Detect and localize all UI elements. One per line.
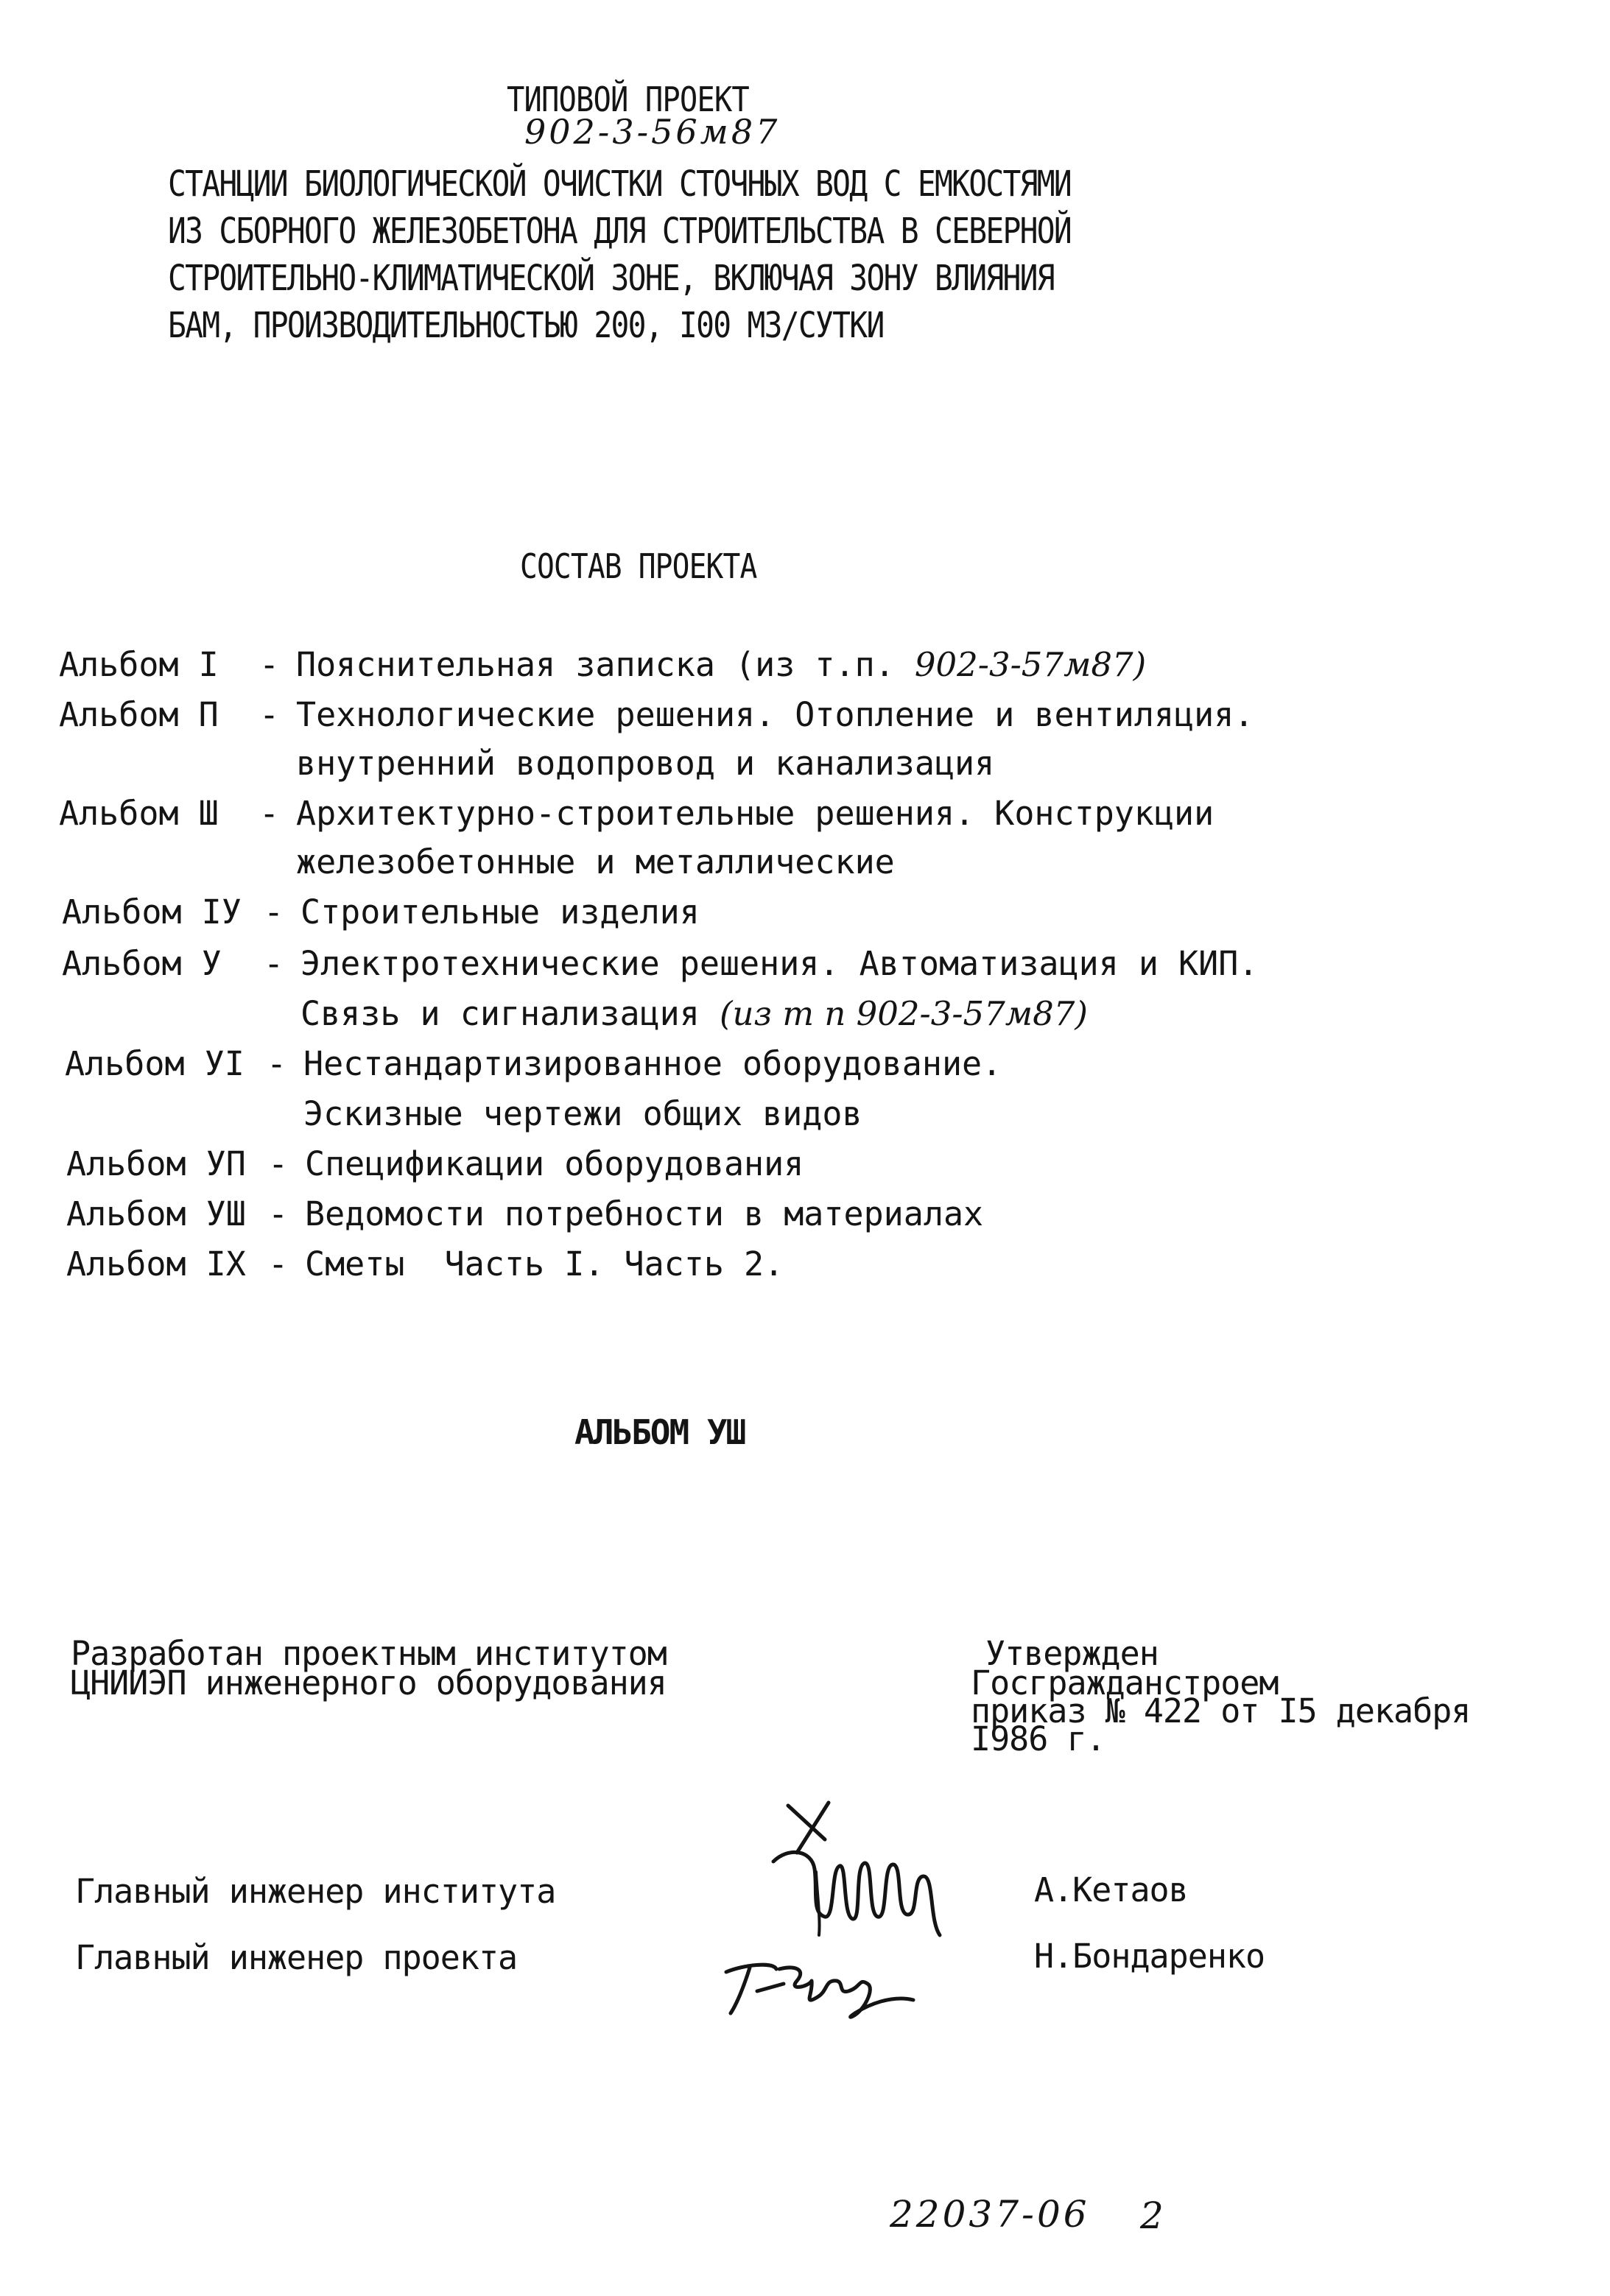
- signer-name: Н.Бондаренко: [1034, 1937, 1265, 1976]
- approval-line: I986 г.: [971, 1719, 1105, 1758]
- album-dash: -: [259, 695, 280, 734]
- developed-by-line: ЦНИИЭП инженерного оборудования: [71, 1663, 667, 1702]
- signer-role: Главный инженер института: [75, 1872, 556, 1911]
- project-number: 902-3-56м87: [524, 112, 781, 152]
- album-description: Пояснительная записка (из т.п. 902-3-57м87): [296, 645, 1147, 684]
- album-description-cont: внутренний водопровод и канализация: [296, 744, 995, 783]
- album-reference-note: 902-3-57м87): [914, 645, 1147, 684]
- album-label: Альбом П: [59, 695, 219, 734]
- developed-by-line: Разработан проектным институтом: [71, 1634, 667, 1673]
- album-description-cont: железобетонные и металлические: [296, 842, 895, 881]
- approval-line: Утвержден: [985, 1634, 1159, 1673]
- album-label: Альбом У: [62, 944, 222, 983]
- album-description-cont: Связь и сигнализация (из т п 902-3-57м87): [300, 994, 1088, 1033]
- album-label: Альбом I: [59, 645, 219, 684]
- album-label: Альбом IX: [66, 1244, 246, 1283]
- album-description: Технологические решения. Отопление и вентиляция.: [296, 695, 1254, 734]
- album-dash: -: [268, 1194, 289, 1233]
- album-description: Нестандартизированное оборудование.: [303, 1044, 1002, 1083]
- album-label: Альбом УП: [66, 1144, 246, 1183]
- album-description: Сметы Часть I. Часть 2.: [305, 1244, 784, 1283]
- album-description: Архитектурно-строительные решения. Конструкции: [296, 794, 1214, 833]
- approval-line: Госгражданстроем: [971, 1663, 1279, 1702]
- signer-role: Главный инженер проекта: [75, 1938, 518, 1977]
- album-label: Альбом Ш: [59, 794, 219, 833]
- album-description: Электротехнические решения. Автоматизация и КИП.: [300, 944, 1259, 983]
- album-dash: -: [267, 1044, 287, 1083]
- document-code: 22037-06: [890, 2193, 1090, 2236]
- album-dash: -: [259, 645, 280, 684]
- album-description: Спецификации оборудования: [305, 1144, 804, 1183]
- album-dash: -: [268, 1144, 289, 1183]
- title-line: БАМ, ПРОИЗВОДИТЕЛЬНОСТЬЮ 200, I00 М3/СУТКИ: [168, 305, 884, 346]
- current-album-title: АЛЬБОМ УШ: [574, 1412, 745, 1452]
- signature-chief-engineer-project: [714, 1915, 921, 2038]
- album-dash: -: [268, 1244, 289, 1283]
- album-label: Альбом УI: [65, 1044, 245, 1083]
- album-label: Альбом УШ: [66, 1194, 246, 1233]
- title-line: СТАНЦИИ БИОЛОГИЧЕСКОЙ ОЧИСТКИ СТОЧНЫХ ВОД С ЕМКОСТЯМИ: [168, 163, 1072, 205]
- title-line: СТРОИТЕЛЬНО-КЛИМАТИЧЕСКОЙ ЗОНЕ, ВКЛЮЧАЯ ЗОНУ ВЛИЯНИЯ: [168, 258, 1054, 299]
- page-number: 2: [1140, 2194, 1167, 2237]
- album-dash: -: [264, 892, 284, 932]
- album-reference-note: (из т п 902-3-57м87): [719, 994, 1088, 1033]
- title-line: ИЗ СБОРНОГО ЖЕЛЕЗОБЕТОНА ДЛЯ СТРОИТЕЛЬСТВА В СЕВЕРНОЙ: [168, 211, 1072, 252]
- album-dash: -: [259, 794, 280, 833]
- signer-name: А.Кетаов: [1034, 1870, 1188, 1909]
- album-dash: -: [264, 944, 284, 983]
- contents-heading: СОСТАВ ПРОЕКТА: [520, 546, 757, 586]
- album-description: Ведомости потребности в материалах: [305, 1194, 984, 1233]
- project-type-label: ТИПОВОЙ ПРОЕКТ: [507, 80, 749, 119]
- album-description-cont: Эскизные чертежи общих видов: [303, 1094, 862, 1133]
- album-description: Строительные изделия: [300, 892, 700, 932]
- approval-line: приказ № 422 от I5 декабря: [971, 1691, 1471, 1730]
- album-label: Альбом IУ: [62, 892, 242, 932]
